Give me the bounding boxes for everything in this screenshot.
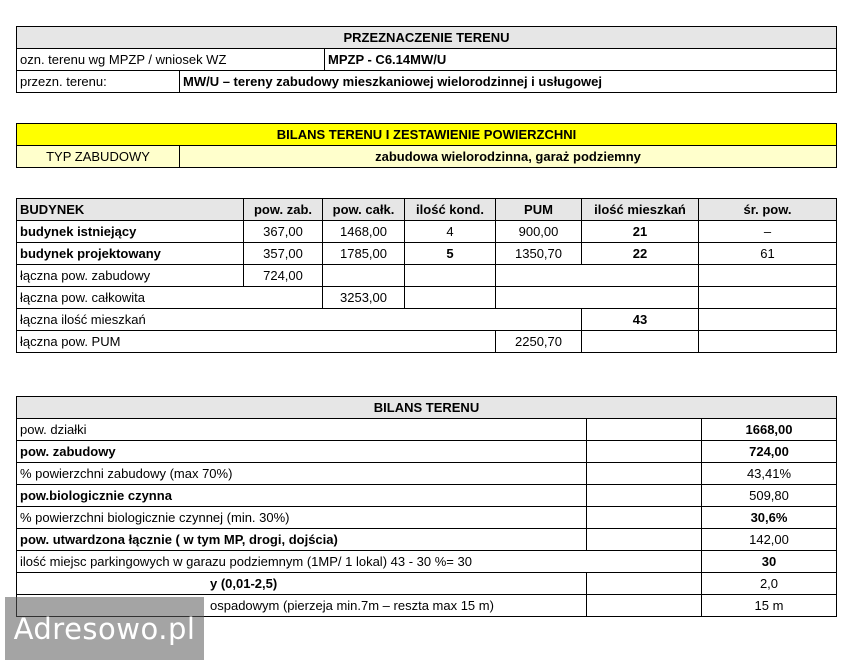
- table-row: [17, 243, 837, 265]
- table-row: [17, 573, 837, 595]
- sum-label: łączna pow. zabudowy: [17, 265, 244, 287]
- zestawienie-title: BILANS TERENU I ZESTAWIENIE POWIERZCHNI: [17, 124, 837, 146]
- przeznaczenie-table: [16, 26, 837, 93]
- przeznaczenie-title: PRZEZNACZENIE TERENU: [17, 27, 837, 49]
- table-row: [17, 507, 837, 529]
- header-cell: ilość kond.: [405, 199, 496, 221]
- bilans-label: % powierzchni biologicznie czynnej (min. 30%): [17, 507, 587, 529]
- bilans-label: y (0,01-2,5): [17, 573, 587, 595]
- table-row: [17, 441, 837, 463]
- table-row: [17, 529, 837, 551]
- budynek-name: budynek projektowany: [17, 243, 244, 265]
- bilans-value: 1668,00: [702, 419, 837, 441]
- table-cell: 1350,70: [496, 243, 582, 265]
- table-cell: 4: [405, 221, 496, 243]
- bilans-label: pow.biologicznie czynna: [17, 485, 587, 507]
- bilans-label: % powierzchni zabudowy (max 70%): [17, 463, 587, 485]
- header-cell: BUDYNEK: [17, 199, 244, 221]
- bilans-label: pow. działki: [17, 419, 587, 441]
- bilans-value: 15 m: [702, 595, 837, 617]
- sum-label: łączna pow. PUM: [17, 331, 496, 353]
- table-row: [17, 551, 837, 573]
- table-row: [17, 485, 837, 507]
- bilans-value: 724,00: [702, 441, 837, 463]
- table-cell: –: [699, 221, 837, 243]
- header-cell: śr. pow.: [699, 199, 837, 221]
- table-cell: 5: [405, 243, 496, 265]
- table-row: [17, 309, 837, 331]
- bilans-value: 43,41%: [702, 463, 837, 485]
- header-cell: pow. zab.: [244, 199, 323, 221]
- bilans-title: BILANS TERENU: [17, 397, 837, 419]
- bilans-value: 2,0: [702, 573, 837, 595]
- typ-zabudowy-value: zabudowa wielorodzinna, garaż podziemny: [180, 146, 837, 168]
- table-row: [17, 221, 837, 243]
- bilans-label: ilość miejsc parkingowych w garazu podziemnym (1MP/ 1 lokal) 43 - 30 %= 30: [17, 551, 702, 573]
- table-row: [17, 419, 837, 441]
- ozn-label: ozn. terenu wg MPZP / wniosek WZ: [17, 49, 325, 71]
- budynek-table: [16, 198, 837, 353]
- table-cell: 357,00: [244, 243, 323, 265]
- table-row: [17, 265, 837, 287]
- table-row: [17, 331, 837, 353]
- bilans-label: pow. zabudowy: [17, 441, 587, 463]
- sum-label: łączna pow. całkowita: [17, 287, 323, 309]
- header-cell: PUM: [496, 199, 582, 221]
- table-cell: 22: [582, 243, 699, 265]
- table-row: [17, 463, 837, 485]
- sum-value: 2250,70: [496, 331, 582, 353]
- przezn-value: MW/U – tereny zabudowy mieszkaniowej wielorodzinnej i usługowej: [180, 71, 837, 93]
- bilans-terenu-table: [16, 396, 837, 617]
- sum-value: 724,00: [244, 265, 323, 287]
- bilans-value: 142,00: [702, 529, 837, 551]
- table-cell: 367,00: [244, 221, 323, 243]
- table-cell: 61: [699, 243, 837, 265]
- table-cell: 1468,00: [323, 221, 405, 243]
- bilans-value: 30,6%: [702, 507, 837, 529]
- ozn-value: MPZP - C6.14MW/U: [325, 49, 837, 71]
- header-cell: pow. całk.: [323, 199, 405, 221]
- table-row: [17, 287, 837, 309]
- sum-label: łączna ilość mieszkań: [17, 309, 582, 331]
- zestawienie-table: [16, 123, 837, 168]
- table-cell: 1785,00: [323, 243, 405, 265]
- sum-value: 3253,00: [323, 287, 405, 309]
- budynek-name: budynek istniejący: [17, 221, 244, 243]
- budynek-header-row: [17, 199, 837, 221]
- table-cell: 900,00: [496, 221, 582, 243]
- table-cell: 21: [582, 221, 699, 243]
- bilans-value: 30: [702, 551, 837, 573]
- sum-value: 43: [582, 309, 699, 331]
- bilans-label: pow. utwardzona łącznie ( w tym MP, drogi, dojścia): [17, 529, 587, 551]
- header-cell: ilość mieszkań: [582, 199, 699, 221]
- przezn-label: przezn. terenu:: [17, 71, 180, 93]
- adresowo-watermark: Adresowo.pl: [5, 597, 204, 660]
- typ-zabudowy-label: TYP ZABUDOWY: [17, 146, 180, 168]
- bilans-value: 509,80: [702, 485, 837, 507]
- bilans-label: ospadowym (pierzeja min.7m – reszta max 15 m): [17, 595, 587, 617]
